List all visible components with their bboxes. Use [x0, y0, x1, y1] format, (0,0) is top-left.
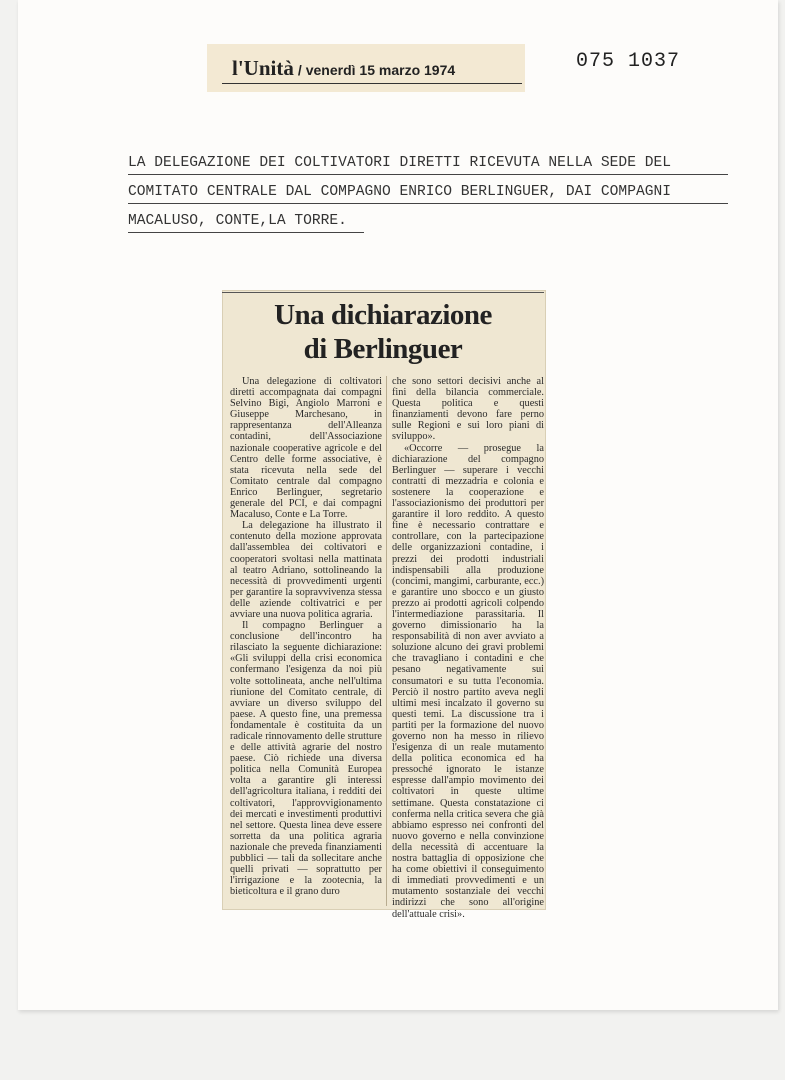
article-headline: Una dichiarazione di Berlinguer — [274, 299, 492, 365]
caption-line: MACALUSO, CONTE,LA TORRE. — [128, 210, 364, 233]
article-paragraph: che sono settori decisivi anche al fini della bilancia commerciale. Questa politica e questi finanziamenti devono fare perno sulle Regioni e sui loro piani di sviluppo». — [392, 376, 544, 443]
caption-line: LA DELEGAZIONE DEI COLTIVATORI DIRETTI RICEVUTA NELLA SEDE DEL — [128, 152, 728, 175]
article-column-1 — [230, 376, 382, 908]
article-paragraph: Il compagno Berlinguer a conclusione dell'incontro ha rilasciato la seguente dichiarazione: «Gli sviluppi della crisi economica confermano l'esigenza da noi più volte sottolineata, anche nell'ultima riunione del Comitato centrale, di avviare un diverso sviluppo del paese. A questo fine, una premessa fondamentale è costituita da un radicale rinnovamento delle strutture e delle attività agrarie del nostro paese. Ciò richiede una diversa politica nella Comunità Europea volta a garantire gli interessi dell'agricoltura italiana, i redditi dei coltivatori, l'approvvigionamento dei mercati e investimenti produttivi nel settore. Questa linea deve essere sorretta da una politica agraria nazionale che preveda finanziamenti pubblici — tali da sollecitare anche quelli privati — soprattutto per l'irrigazione e la zootecnia, la bieticoltura e il grano duro — [230, 620, 382, 898]
caption-line: COMITATO CENTRALE DAL COMPAGNO ENRICO BERLINGUER, DAI COMPAGNI — [128, 181, 728, 204]
archive-reference-number: 075 1037 — [576, 50, 681, 73]
newspaper-name: l'Unità — [232, 56, 294, 80]
typed-caption — [128, 152, 728, 239]
article-column-2 — [392, 376, 544, 920]
masthead-underline — [222, 83, 522, 84]
article-paragraph: «Occorre — prosegue la dichiarazione del compagno Berlinguer — superare i vecchi contratti di mezzadria e colonia e sostenere la cooperazione e l'associazionismo dei produttori per garantire il loro reddito. A questo fine è necessario contrattare e controllare, con la partecipazione delle organizzazioni contadine, i prezzi dei prodotti industriali indispensabili alla produzione (concimi, mangimi, carburante, ecc.) e garantire uno sbocco e un giusto prezzo ai prodotti agricoli colpendo l'intermediazione parassitaria. Il governo dimissionario ha la responsabilità di non aver avviato a soluzione alcuno dei gravi problemi che travagliano i contadini e che pesano negativamente sui consumatori e su tutta l'economia. Perciò il nostro partito aveva negli ultimi mesi incalzato il governo su questi temi. La discussione tra i partiti per la formazione del nuovo governo non ha messo in rilievo l'esigenza di un reale mutamento della politica economica ed ha pressoché ignorato le istanze espresse dall'ampio movimento dei coltivatori in queste ultime settimane. Questa constatazione ci conferma nella critica severa che già abbiamo espresso nei confronti del nuovo governo e nella convinzione della necessità di accentuare la nostra battaglia di opposizione che ha come obiettivi il conseguimento di immediati provvedimenti e un mutamento sostanziale dei vecchi indirizzi che sono all'origine dell'attuale crisi». — [392, 442, 544, 920]
article-paragraph: Una delegazione di coltivatori diretti accompagnata dai compagni Selvino Bigi, Angiolo Marroni e Giuseppe Marchesano, in rappresentanza dell'Alleanza contadini, dell'Associazione nazionale cooperative agricole e del Centro delle forme associative, è stata ricevuta nella sede del Comitato centrale dal compagno Enrico Berlinguer, segretario generale del PCI, e dai compagni Macaluso, Conte e La Torre. — [230, 376, 382, 521]
article-paragraph: La delegazione ha illustrato il contenuto della mozione approvata dall'assemblea dei coltivatori e cooperatori svoltasi nella mattinata al teatro Adriano, sottolineando la necessità di provvedimenti urgenti per garantire la sopravvivenza stessa delle aziende coltivatrici e per avviare una nuova politica agraria. — [230, 520, 382, 620]
clipping-top-rule — [222, 292, 544, 293]
publication-date: venerdì 15 marzo 1974 — [305, 62, 456, 78]
masthead-separator: / — [297, 62, 302, 78]
newspaper-masthead — [232, 56, 455, 81]
column-divider — [386, 376, 387, 906]
